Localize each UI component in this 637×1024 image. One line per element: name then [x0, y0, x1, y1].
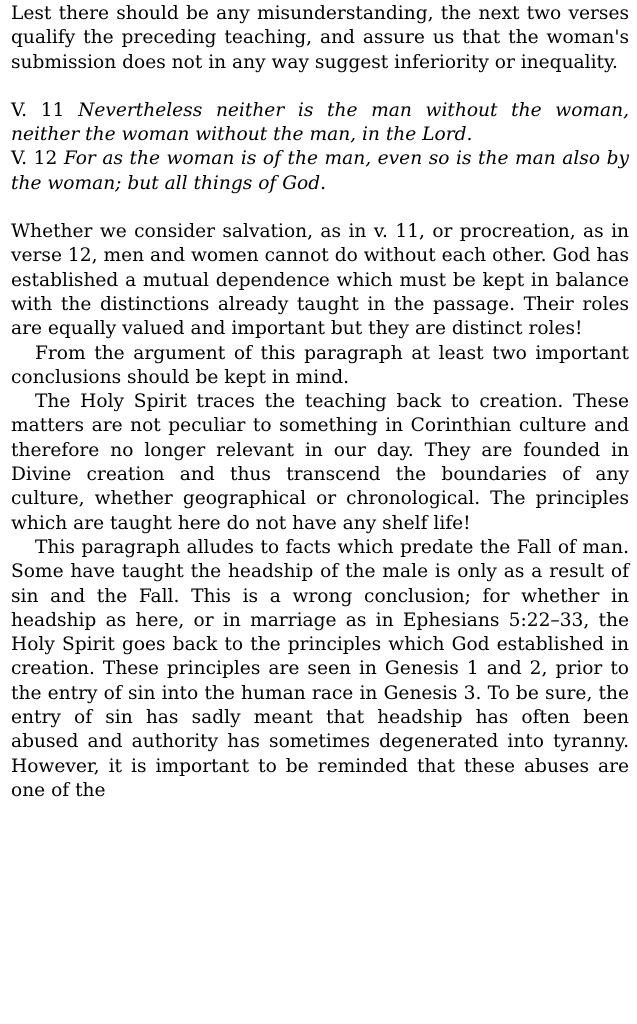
- verse-11-reference: V. 11: [11, 99, 79, 121]
- verse-12-reference: V. 12: [11, 148, 64, 170]
- verse-12: [11, 147, 629, 196]
- verse-11: [11, 99, 629, 148]
- intro-paragraph: Lest there should be any misunderstanding, the next two verses qualify the preceding teaching, and assure us that the woman's submission does not in any way suggest inferiority or inequality.: [11, 3, 629, 73]
- body-paragraph-creation: The Holy Spirit traces the teaching back to creation. These matters are not peculiar to something in Corinthian culture and therefore no longer relevant in our day. They are founded in Divine creation and thus transcend the boundaries of any culture, whether geographical or chronological. The principles which are taught here do not have any shelf life!: [11, 391, 629, 534]
- body-paragraph-conclusions: From the argument of this paragraph at least two important conclusions should be kept in mind.: [11, 342, 629, 388]
- body-paragraph-fall: This paragraph alludes to facts which predate the Fall of man. Some have taught the headship of the male is only as a result of sin and the Fall. This is a wrong conclusion; for whether in headship as here, or in marriage as in Ephesians 5:22–33, the Holy Spirit goes back to the principles which God established in creation. These principles are seen in Genesis 1 and 2, prior to the entry of sin into the human race in Genesis 3. To be sure, the entry of sin has sadly meant that headship has often been abused and authority has sometimes degenerated into tyranny. However, it is important to be reminded that these abuses are one of the: [11, 536, 629, 801]
- body-paragraph-salvation: Whether we consider salvation, as in v. 11, or procreation, as in verse 12, men and women cannot do without each other. God has established a mutual dependence which must be kept in balance with the distinctions already taught in the passage. Their roles are equally valued and important but they are distinct roles!: [11, 221, 629, 340]
- verse-11-text: Nevertheless neither is the man without the woman, neither the woman without the man, in the Lord.: [11, 99, 629, 146]
- verse-12-text: For as the woman is of the man, even so is the man also by the woman; but all things of God.: [11, 148, 629, 194]
- document-page: [11, 2, 629, 803]
